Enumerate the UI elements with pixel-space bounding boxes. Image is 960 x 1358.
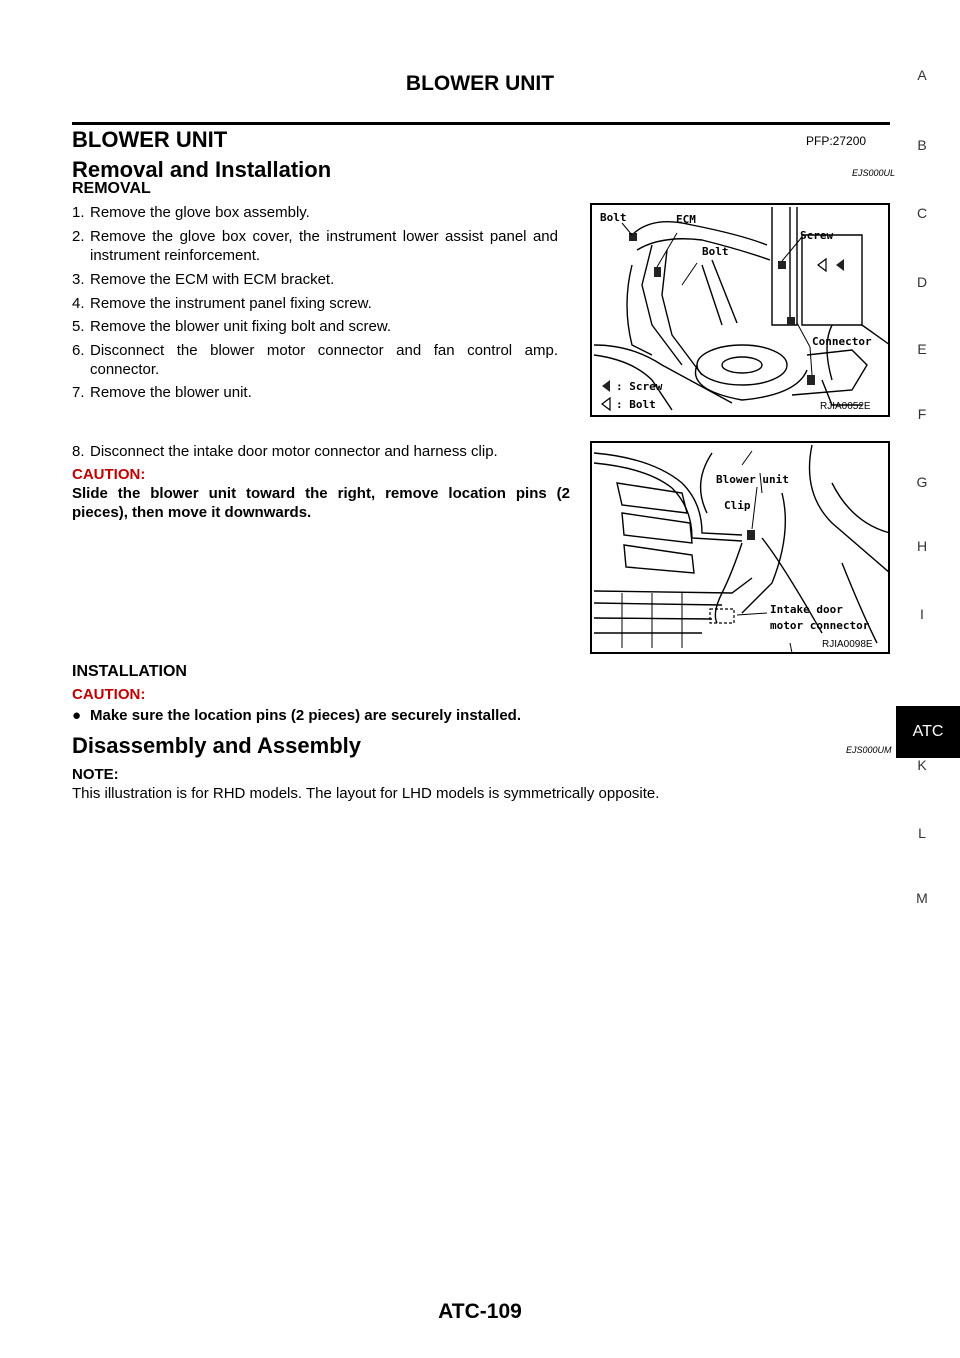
note-text: This illustration is for RHD models. The layout for LHD models is symmetrically opposite. <box>72 785 660 802</box>
fig1-label-bolt-mid: Bolt <box>702 245 729 258</box>
install-caution-label: CAUTION: <box>72 686 146 703</box>
step-item: 1. Remove the glove box assembly. <box>72 204 310 221</box>
index-letter-d[interactable]: D <box>916 274 928 290</box>
fig1-id: RJIA0052E <box>820 401 871 412</box>
removal-heading: REMOVAL <box>72 180 151 197</box>
index-letter-e[interactable]: E <box>917 341 927 357</box>
install-caution-text: Make sure the location pins (2 pieces) are securely installed. <box>90 707 522 724</box>
index-tab-atc[interactable]: ATC <box>896 706 960 758</box>
index-letter-a[interactable]: A <box>917 67 927 83</box>
disassembly-code: EJS000UM <box>846 745 892 755</box>
figure-intake-door-connector <box>590 441 890 654</box>
index-letter-i[interactable]: I <box>920 606 924 622</box>
fig2-label-clip: Clip <box>724 499 751 512</box>
step-item: 7. Remove the blower unit. <box>72 384 252 401</box>
index-letter-b[interactable]: B <box>917 137 927 153</box>
fig1-label-screw: Screw <box>800 229 834 242</box>
step-item: 4. Remove the instrument panel fixing screw. <box>72 295 372 312</box>
index-letter-l[interactable]: L <box>918 825 926 841</box>
part-code: PFP:27200 <box>806 134 867 148</box>
fig2-label-intake-line1: Intake door <box>770 603 843 616</box>
removal-installation-heading: Removal and Installation <box>72 157 332 182</box>
fig1-label-bolt: Bolt <box>600 211 627 224</box>
index-letter-m[interactable]: M <box>916 890 928 906</box>
installation-heading: INSTALLATION <box>72 663 187 680</box>
step-item: 3. Remove the ECM with ECM bracket. <box>72 271 335 288</box>
caution-label: CAUTION: <box>72 466 146 483</box>
figure-blower-removal <box>590 203 890 417</box>
fig1-legend-bolt: : Bolt <box>616 398 656 411</box>
index-letter-g[interactable]: G <box>916 474 928 490</box>
bullet-icon: ● <box>72 707 82 724</box>
index-letter-k[interactable]: K <box>917 757 927 773</box>
caution-text: Slide the blower unit toward the right, remove location pins (2 pieces), then move it downwards. <box>72 485 570 521</box>
step-item: 5. Remove the blower unit fixing bolt and screw. <box>72 318 391 335</box>
step-item: 2. Remove the glove box cover, the instrument lower assist panel and instrument reinforcement. <box>72 228 558 264</box>
step-item: 6. Disconnect the blower motor connector and fan control amp. connector. <box>72 342 558 378</box>
fig2-label-blower-unit: Blower unit <box>716 473 789 486</box>
removal-installation-code: EJS000UL <box>852 168 896 178</box>
note-label: NOTE: <box>72 766 119 783</box>
fig1-label-connector: Connector <box>812 335 872 348</box>
disassembly-heading: Disassembly and Assembly <box>72 733 361 758</box>
fig1-legend-screw: : Screw <box>616 380 663 393</box>
index-letter-c[interactable]: C <box>916 205 928 221</box>
index-letter-h[interactable]: H <box>916 538 928 554</box>
section-title: BLOWER UNIT <box>72 127 228 152</box>
header-rule <box>72 122 890 125</box>
step-item: 8. Disconnect the intake door motor connector and harness clip. <box>72 443 498 460</box>
page-number: ATC-109 <box>438 1300 522 1323</box>
index-letter-f[interactable]: F <box>917 406 927 422</box>
fig2-label-intake-line2: motor connector <box>770 619 870 632</box>
page-header: BLOWER UNIT <box>405 72 555 95</box>
fig2-id: RJIA0098E <box>822 639 873 650</box>
fig1-label-ecm: ECM <box>676 213 696 226</box>
